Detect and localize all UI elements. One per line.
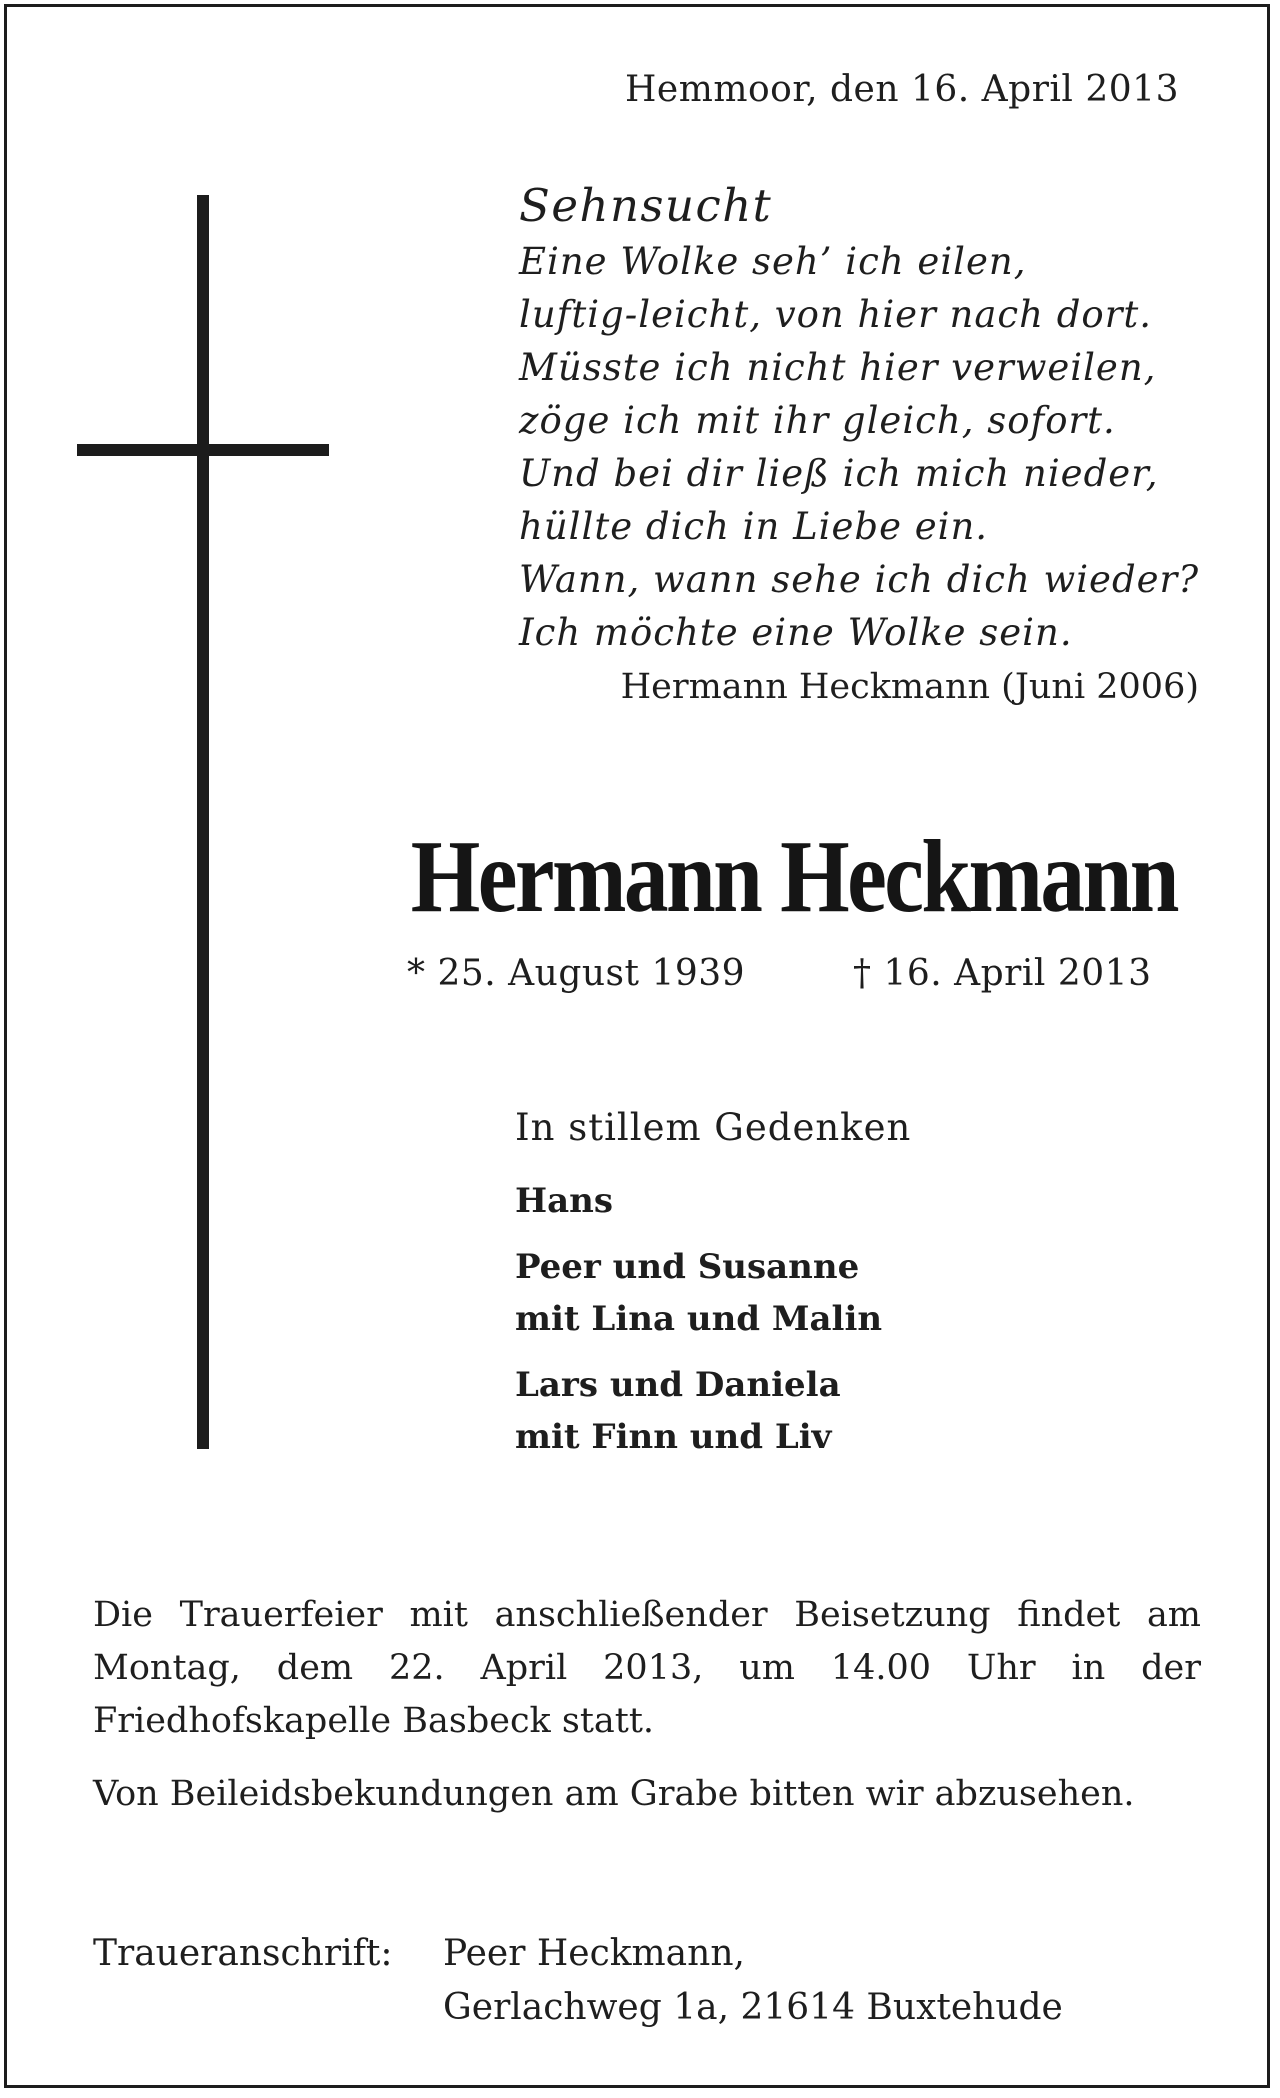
poem-line: zöge ich mit ihr gleich, sofort.	[519, 399, 1116, 442]
poem-line: Wann, wann sehe ich dich wieder?	[519, 558, 1200, 601]
address-label: Traueranschrift:	[93, 1933, 393, 1974]
poem	[519, 177, 1209, 715]
birth-date: * 25. August 1939	[407, 953, 746, 994]
mourner-name: Peer und Susanne	[515, 1247, 860, 1287]
condolence-text: Von Beileidsbekundungen am Grabe bitten wir abzusehen.	[93, 1774, 1135, 1814]
cross-icon-vertical-bar	[197, 195, 209, 1449]
poem-line: Und bei dir ließ ich mich nieder,	[519, 452, 1159, 495]
mourner-name: Lars und Daniela	[515, 1365, 841, 1405]
poem-line: Eine Wolke seh’ ich eilen,	[519, 240, 1027, 283]
address-lines	[443, 1927, 1063, 2035]
mourner-name: Hans	[515, 1181, 614, 1221]
poem-line: luftig-leicht, von hier nach dort.	[519, 293, 1153, 336]
address-line: Gerlachweg 1a, 21614 Buxtehude	[443, 1987, 1063, 2028]
obituary-notice	[4, 4, 1270, 2088]
death-date: † 16. April 2013	[853, 953, 1152, 994]
mourners-section	[515, 1103, 1135, 1477]
mourner-group	[515, 1241, 1135, 1345]
ceremony-text: Die Trauerfeier mit anschließender Beisetzung findet am Montag, dem 22. April 2013, um 14.00 Uhr in der Friedhofskapelle Basbeck statt.	[93, 1595, 1201, 1741]
mourner-name: mit Finn und Liv	[515, 1417, 832, 1457]
poem-line: Müsste ich nicht hier verweilen,	[519, 346, 1157, 389]
cross-icon-horizontal-bar	[77, 444, 329, 456]
deceased-name: Hermann Heckmann	[410, 819, 1177, 934]
poem-line: hüllte dich in Liebe ein.	[519, 505, 989, 548]
address-line: Peer Heckmann,	[443, 1933, 745, 1974]
poem-title: Sehnsucht	[519, 179, 773, 232]
poem-attribution: Hermann Heckmann (Juni 2006)	[620, 667, 1199, 707]
mourner-name: mit Lina und Malin	[515, 1299, 883, 1339]
poem-lines	[519, 235, 1209, 659]
mourner-group	[515, 1175, 1135, 1227]
funeral-notice	[93, 1589, 1201, 1841]
place-date: Hemmoor, den 16. April 2013	[625, 69, 1179, 110]
mourning-intro: In stillem Gedenken	[515, 1106, 912, 1149]
mourner-group	[515, 1359, 1135, 1463]
poem-line: Ich möchte eine Wolke sein.	[519, 611, 1073, 654]
